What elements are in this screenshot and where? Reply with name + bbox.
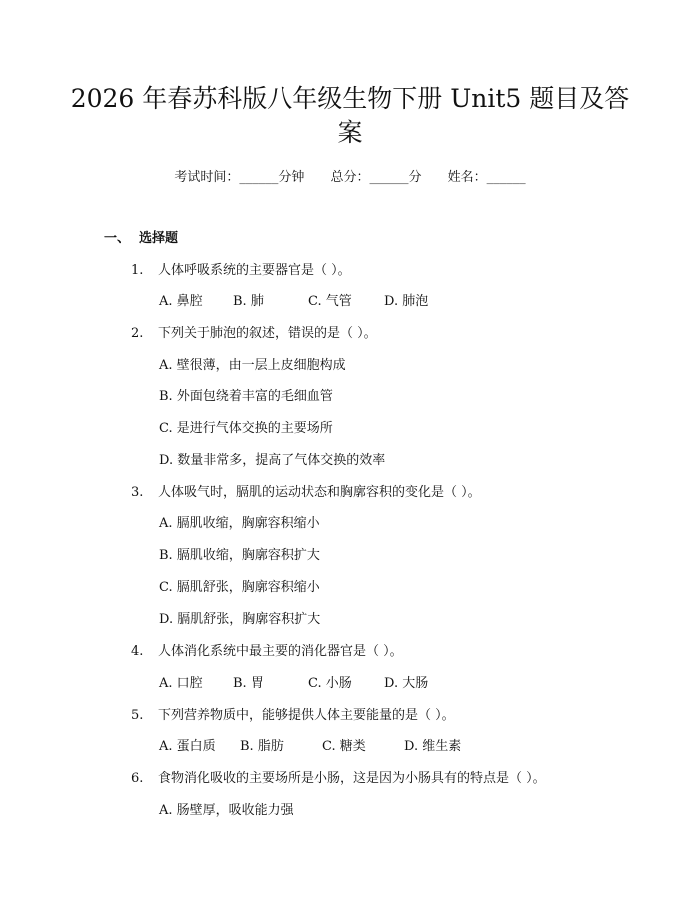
student-name: 姓名：______: [447, 170, 526, 185]
question-text: 下列营养物质中，能够提供人体主要能量的是（ ）。: [158, 708, 455, 723]
question-1: [131, 261, 351, 281]
question-2-option-c: C. 是进行气体交换的主要场所: [159, 421, 333, 436]
question-3-option-d: D. 膈肌舒张，胸廓容积扩大: [159, 612, 321, 627]
question-2-option-d: D. 数量非常多，提高了气体交换的效率: [159, 453, 386, 468]
question-3-option-a: A. 膈肌收缩，胸廓容积缩小: [159, 516, 320, 531]
section-label: 选择题: [139, 231, 179, 246]
question-4: [131, 642, 403, 662]
exam-time: 考试时间：______分钟: [174, 170, 305, 185]
option-a: A. 口腔: [159, 676, 203, 691]
option-d: D. 大肠: [384, 676, 429, 691]
question-3-option-c: C. 膈肌舒张，胸廓容积缩小: [159, 580, 320, 595]
option-c: C. 小肠: [308, 676, 352, 691]
question-3-option-b: B. 膈肌收缩，胸廓容积扩大: [159, 548, 320, 563]
option-b: B. 脂肪: [240, 739, 284, 754]
document-title: 2026 年春苏科版八年级生物下册 Unit5 题目及答案: [70, 84, 630, 147]
exam-meta: [0, 168, 700, 188]
question-6-option-a: A. 肠壁厚，吸收能力强: [159, 803, 294, 818]
question-6: [131, 769, 546, 789]
question-number: 1.: [131, 263, 144, 278]
question-3: [131, 483, 481, 503]
question-text: 人体消化系统中最主要的消化器官是（ ）。: [158, 644, 403, 659]
question-2: [131, 324, 377, 344]
total-score: 总分：______分: [330, 170, 422, 185]
question-number: 2.: [131, 326, 144, 341]
question-1-options: [159, 292, 428, 312]
question-text: 食物消化吸收的主要场所是小肠，这是因为小肠具有的特点是（ ）。: [158, 771, 546, 786]
section-heading: [104, 229, 178, 249]
question-5: [131, 706, 455, 726]
question-4-options: [159, 674, 428, 694]
question-text: 人体吸气时，膈肌的运动状态和胸廓容积的变化是（ ）。: [158, 485, 481, 500]
question-2-option-a: A. 壁很薄，由一层上皮细胞构成: [159, 358, 346, 373]
question-number: 3.: [131, 485, 144, 500]
option-d: D. 肺泡: [384, 294, 429, 309]
question-number: 4.: [131, 644, 144, 659]
question-5-options: [159, 737, 461, 757]
question-2-option-b: B. 外面包绕着丰富的毛细血管: [159, 389, 333, 404]
question-text: 人体呼吸系统的主要器官是（ ）。: [158, 263, 351, 278]
option-c: C. 气管: [308, 294, 352, 309]
option-d: D. 维生素: [404, 739, 462, 754]
section-number: 一、: [104, 231, 131, 246]
question-text: 下列关于肺泡的叙述，错误的是（ ）。: [158, 326, 377, 341]
option-b: B. 胃: [233, 676, 264, 691]
option-b: B. 肺: [233, 294, 264, 309]
question-number: 6.: [131, 771, 144, 786]
option-a: A. 鼻腔: [159, 294, 203, 309]
question-number: 5.: [131, 708, 144, 723]
option-a: A. 蛋白质: [159, 739, 216, 754]
option-c: C. 糖类: [322, 739, 366, 754]
